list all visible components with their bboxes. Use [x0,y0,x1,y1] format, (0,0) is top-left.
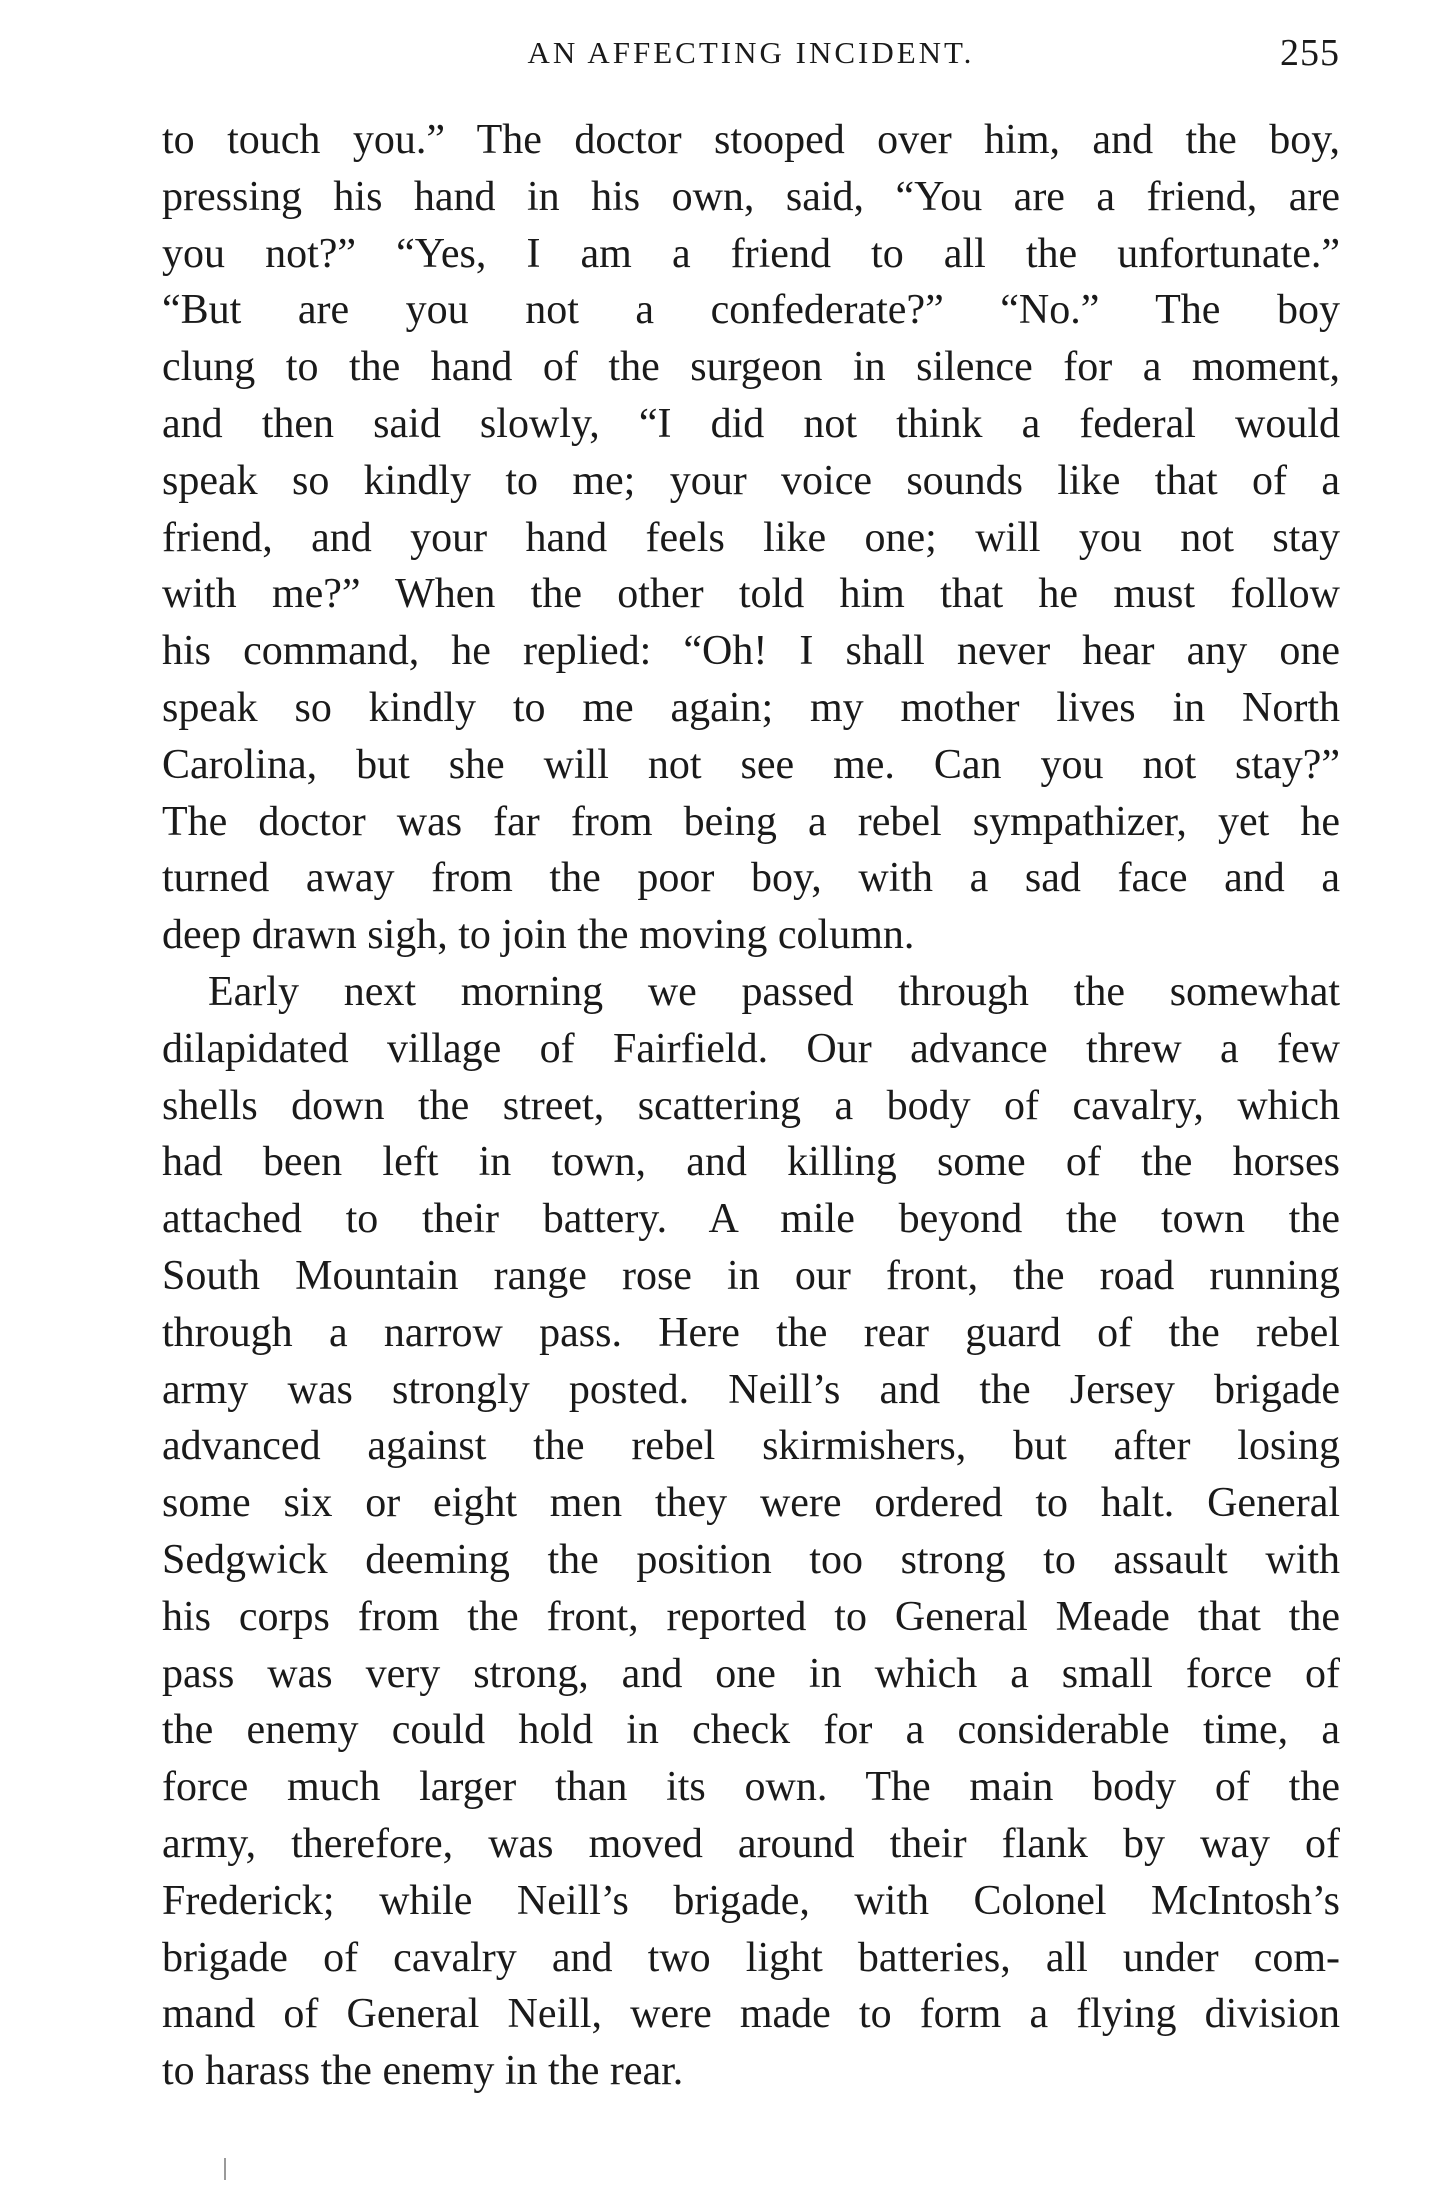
text-line: speak so kindly to me again; my mother lives in North [162,684,1340,731]
text-line: his corps from the front, reported to General Meade that the [162,1593,1340,1640]
text-line: mand of General Neill, were made to form a flying division [162,1991,1340,2038]
text-line: dilapidated village of Fairfield. Our advance threw a few [162,1025,1340,1072]
paragraph-1 [162,112,1340,964]
page-number: 255 [1280,32,1340,74]
text-line: pass was very strong, and one in which a small force of [162,1650,1340,1697]
text-line: advanced against the rebel skirmishers, but after losing [162,1423,1340,1470]
text-line: deep drawn sigh, to join the moving column. [162,912,915,959]
text-line: The doctor was far from being a rebel sympathizer, yet he [162,798,1340,845]
text-line: pressing his hand in his own, said, “You are a friend, are [162,173,1340,220]
text-line: “But are you not a confederate?” “No.” The boy [162,287,1340,334]
text-line: some six or eight men they were ordered to halt. General [162,1480,1340,1527]
text-line: shells down the street, scattering a body of cavalry, which [162,1082,1340,1129]
text-line: friend, and your hand feels like one; will you not stay [162,514,1340,561]
text-line: to harass the enemy in the rear. [162,2048,684,2095]
text-line: through a narrow pass. Here the rear guard of the rebel [162,1309,1340,1356]
text-line: the enemy could hold in check for a considerable time, a [162,1707,1340,1754]
running-title: AN AFFECTING INCIDENT. [527,35,975,70]
text-line: turned away from the poor boy, with a sad face and a [162,855,1340,902]
text-line: brigade of cavalry and two light batteries, all under com- [162,1934,1340,1981]
text-line: army, therefore, was moved around their flank by way of [162,1820,1340,1867]
running-head [162,30,1340,76]
text-line: you not?” “Yes, I am a friend to all the unfortunate.” [162,230,1340,277]
text-line: had been left in town, and killing some of the horses [162,1139,1340,1186]
text-line: army was strongly posted. Neill’s and the Jersey brigade [162,1366,1340,1413]
body-text [162,112,1340,2100]
text-line: Early next morning we passed through the somewhat [208,968,1340,1015]
text-line: clung to the hand of the surgeon in silence for a moment, [162,344,1340,391]
text-line: and then said slowly, “I did not think a federal would [162,400,1340,447]
text-line: with me?” When the other told him that he must follow [162,571,1340,618]
text-line: Frederick; while Neill’s brigade, with Colonel McIntosh’s [162,1877,1340,1924]
text-line: his command, he replied: “Oh! I shall never hear any one [162,628,1340,675]
paragraph-2 [162,964,1340,2100]
scan-speck [224,2158,226,2180]
text-line: Sedgwick deeming the position too strong to assault with [162,1536,1340,1583]
text-line: to touch you.” The doctor stooped over him, and the boy, [162,117,1340,163]
text-line: attached to their battery. A mile beyond the town the [162,1196,1340,1243]
text-line: force much larger than its own. The main body of the [162,1764,1340,1811]
text-line: South Mountain range rose in our front, the road running [162,1252,1340,1299]
text-line: speak so kindly to me; your voice sounds like that of a [162,457,1340,504]
text-line: Carolina, but she will not see me. Can you not stay?” [162,741,1340,788]
